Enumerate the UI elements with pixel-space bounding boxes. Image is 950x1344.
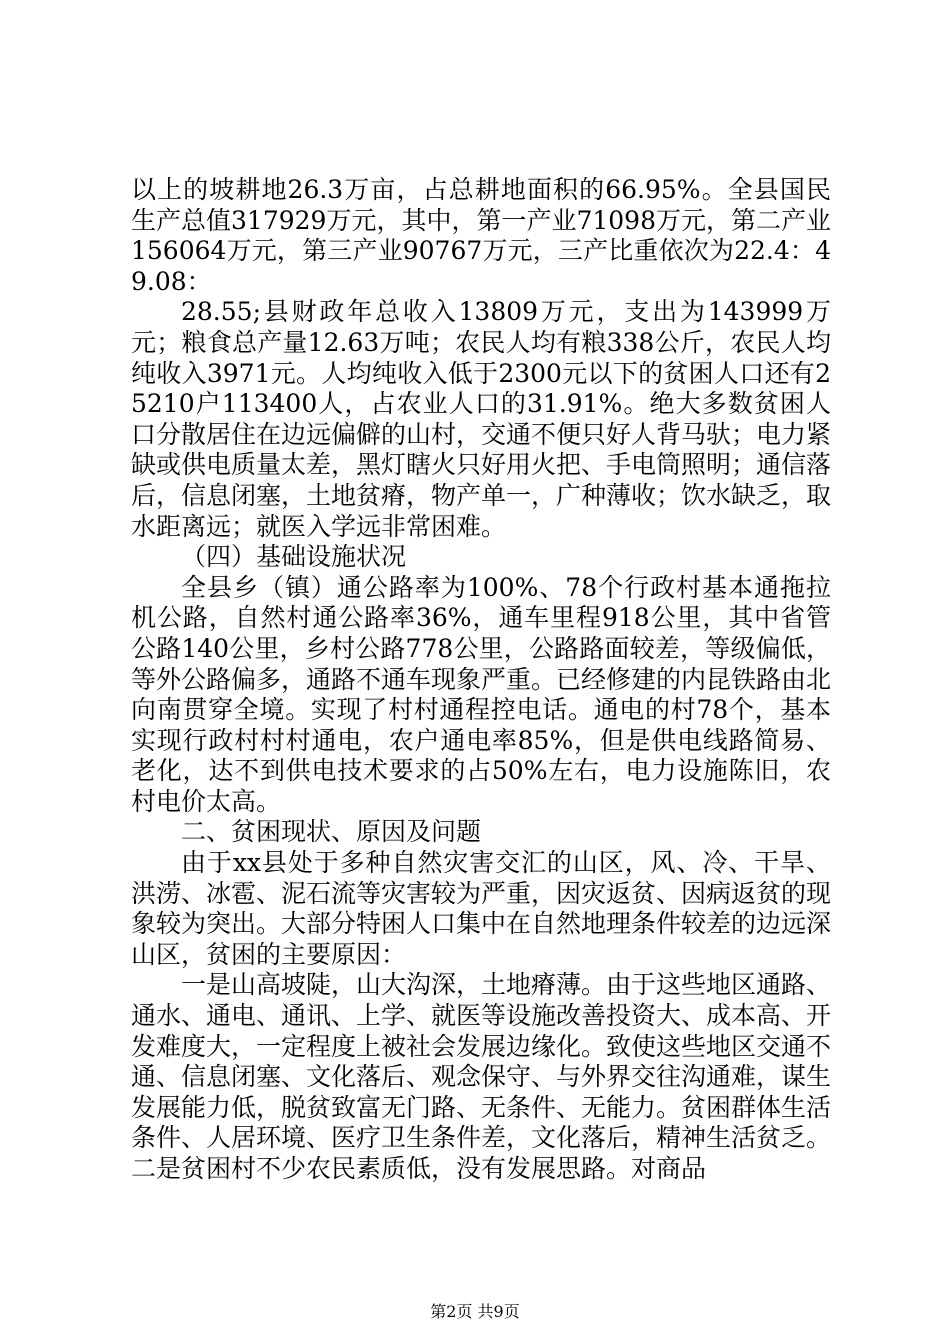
document-body	[131, 175, 831, 1185]
paragraph-4: 由于xx县处于多种自然灾害交汇的山区，风、冷、干旱、洪涝、冰雹、泥石流等灾害较为严重，因灾返贫、因病返贫的现象较为突出。大部分特困人口集中在自然地理条件较差的边远深山区，贫困的主要原因：	[131, 848, 832, 969]
paragraph-2: 28.55;县财政年总收入13809万元，支出为143999万元；粮食总产量12.63万吨；农民人均有粮338公斤，农民人均纯收入3971元。人均纯收入低于2300元以下的贫困人口还有25210户113400人，占农业人口的31.91%。绝大多数贫困人口分散居住在边远偏僻的山村，交通不便只好人背马驮；电力紧缺或供电质量太差，黑灯瞎火只好用火把、手电筒照明；通信落后，信息闭塞，土地贫瘠，物产单一，广种薄收；饮水缺乏，取水距离远；就医入学远非常困难。	[131, 297, 832, 541]
section-heading-infrastructure: （四）基础设施状况	[181, 542, 407, 572]
paragraph-5: 一是山高坡陡，山大沟深，土地瘠薄。由于这些地区通路、通水、通电、通讯、上学、就医等设施改善投资大、成本高、开发难度大，一定程度上被社会发展边缘化。致使这些地区交通不通、信息闭塞、文化落后、观念保守、与外界交往沟通难，谋生发展能力低，脱贫致富无门路、无条件、无能力。贫困群体生活条件、人居环境、医疗卫生条件差，文化落后，精神生活贫乏。二是贫困村不少农民素质低，没有发展思路。对商品	[131, 970, 832, 1183]
page-footer: 第2页 共9页	[430, 1302, 520, 1321]
section-heading-poverty: 二、贫困现状、原因及问题	[181, 817, 482, 847]
paragraph-3: 全县乡（镇）通公路率为100%、78个行政村基本通拖拉机公路，自然村通公路率36%，通车里程918公里，其中省管公路140公里，乡村公路778公里，公路路面较差，等级偏低，等外公路偏多，通路不通车现象严重。已经修建的内昆铁路由北向南贯穿全境。实现了村村通程控电话。通电的村78个，基本实现行政村村村通电，农户通电率85%，但是供电线路简易、老化，达不到供电技术要求的占50%左右，电力设施陈旧，农村电价太高。	[131, 572, 832, 816]
paragraph-1: 以上的坡耕地26.3万亩，占总耕地面积的66.95%。全县国民生产总值317929万元，其中，第一产业71098万元，第二产业156064万元，第三产业90767万元，三产比重依次为22.4：49.08：	[131, 175, 831, 296]
